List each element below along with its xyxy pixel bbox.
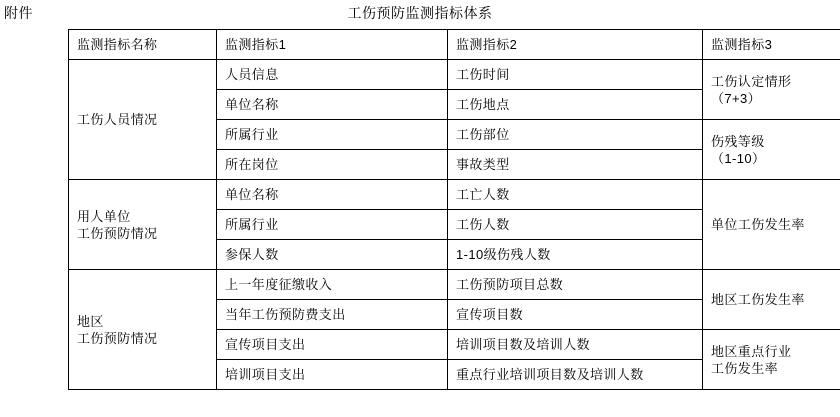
group-label-employer-line1: 用人单位 — [77, 208, 131, 224]
column-header-name: 监测指标名称 — [69, 30, 217, 60]
cell-indicator-1: 宣传项目支出 — [217, 330, 448, 360]
cell-indicator-1: 当年工伤预防费支出 — [217, 300, 448, 330]
cell-indicator-2: 事故类型 — [448, 150, 703, 180]
cell-indicator-2: 工伤时间 — [448, 60, 703, 90]
cell-indicator-2: 工亡人数 — [448, 180, 703, 210]
group-label-region — [69, 270, 217, 390]
cell-indicator-1: 单位名称 — [217, 180, 448, 210]
group-label-region-line1: 地区 — [77, 313, 104, 329]
cell-indicator-3-line2: 工伤发生率 — [711, 360, 779, 376]
attachment-label: 附件 — [4, 5, 33, 21]
column-header-indicator-2: 监测指标2 — [448, 30, 703, 60]
cell-indicator-3-line2: （7+3） — [711, 90, 762, 106]
cell-indicator-2: 工伤预防项目总数 — [448, 270, 703, 300]
cell-indicator-2: 工伤部位 — [448, 120, 703, 150]
cell-indicator-2: 重点行业培训项目数及培训人数 — [448, 360, 703, 390]
cell-indicator-2: 工伤人数 — [448, 210, 703, 240]
group-label-employer-line2: 工伤预防情况 — [77, 225, 158, 241]
cell-indicator-3: 地区工伤发生率 — [703, 270, 840, 330]
group-label-injured-person: 工伤人员情况 — [69, 60, 217, 180]
cell-indicator-1: 上一年度征缴收入 — [217, 270, 448, 300]
group-label-region-line2: 工伤预防情况 — [77, 330, 158, 346]
cell-indicator-3-line1: 地区重点行业 — [711, 343, 792, 359]
group-label-employer — [69, 180, 217, 270]
cell-indicator-2: 工伤地点 — [448, 90, 703, 120]
cell-indicator-3 — [703, 330, 840, 390]
cell-indicator-1: 单位名称 — [217, 90, 448, 120]
cell-indicator-1: 人员信息 — [217, 60, 448, 90]
cell-indicator-2: 培训项目数及培训人数 — [448, 330, 703, 360]
page-title: 工伤预防监测指标体系 — [347, 5, 493, 21]
column-header-indicator-3: 监测指标3 — [703, 30, 840, 60]
cell-indicator-1: 参保人数 — [217, 240, 448, 270]
cell-indicator-1: 所属行业 — [217, 210, 448, 240]
cell-indicator-1: 培训项目支出 — [217, 360, 448, 390]
cell-indicator-2: 宣传项目数 — [448, 300, 703, 330]
cell-indicator-1: 所在岗位 — [217, 150, 448, 180]
column-header-indicator-1: 监测指标1 — [217, 30, 448, 60]
cell-indicator-2: 1-10级伤残人数 — [448, 240, 703, 270]
cell-indicator-3 — [703, 60, 840, 120]
cell-indicator-3-line1: 工伤认定情形 — [711, 73, 792, 89]
table-row — [69, 270, 840, 300]
cell-indicator-3: 单位工伤发生率 — [703, 180, 840, 270]
cell-indicator-3-line1: 伤残等级 — [711, 133, 765, 149]
table-header-row — [69, 30, 840, 60]
table-row — [69, 180, 840, 210]
cell-indicator-3-line2: （1-10） — [711, 150, 766, 166]
cell-indicator-3 — [703, 120, 840, 180]
table-row — [69, 60, 840, 90]
indicator-matrix-table — [68, 29, 840, 390]
cell-indicator-1: 所属行业 — [217, 120, 448, 150]
